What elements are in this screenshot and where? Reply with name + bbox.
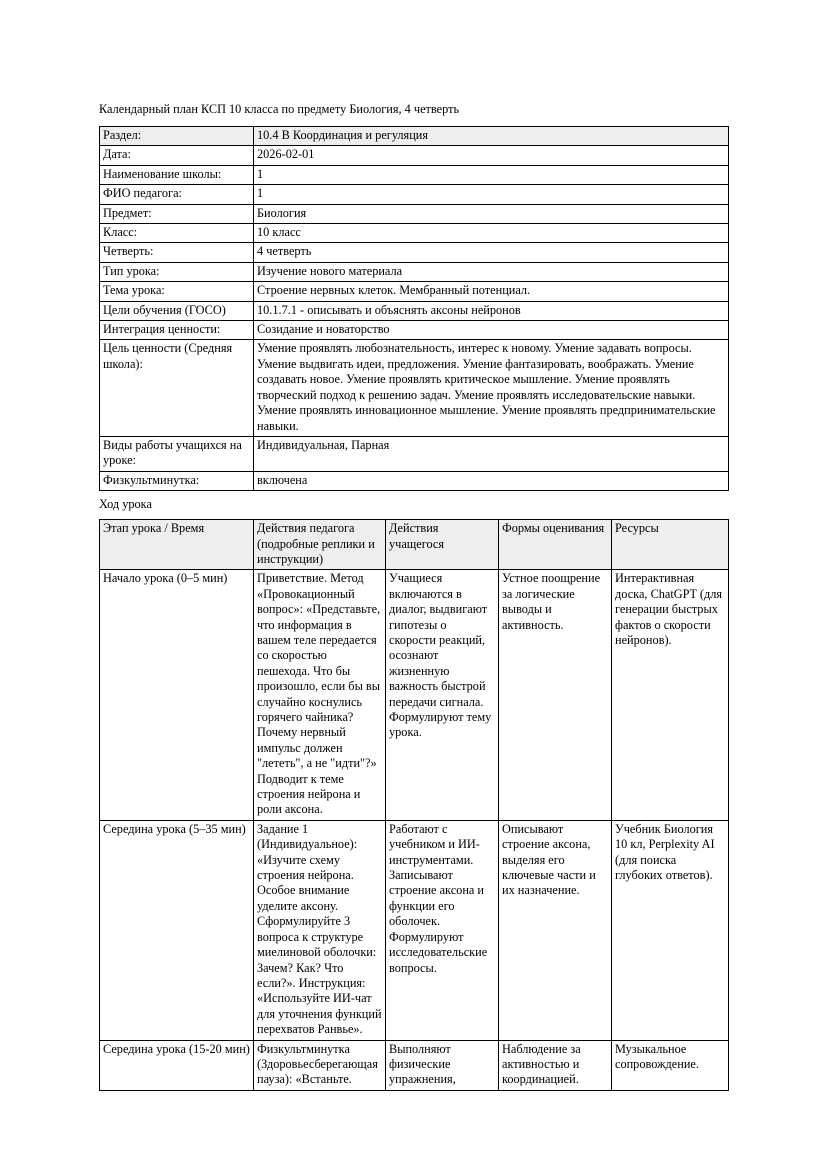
table-row (100, 146, 729, 165)
info-value: 1 (254, 165, 729, 184)
cell-student-actions: Учащиеся включаются в диалог, выдвигают гипотезы о скорости реакций, осознают жизненную важность быстрой передачи сигнала. Формулируют тему урока. (386, 570, 499, 821)
lesson-flow-table-head (100, 520, 729, 570)
column-header-teacher-actions: Действия педагога (подробные реплики и инструкции) (254, 520, 386, 570)
info-value: Строение нервных клеток. Мембранный потенциал. (254, 282, 729, 301)
table-row (100, 471, 729, 490)
table-row (100, 570, 729, 821)
info-label: Тип урока: (100, 262, 254, 281)
lesson-flow-table-body (100, 570, 729, 1090)
column-header-stage: Этап урока / Время (100, 520, 254, 570)
table-row (100, 224, 729, 243)
info-value: 10.4 В Координация и регуляция (254, 127, 729, 146)
table-row (100, 820, 729, 1040)
cell-assessment: Устное поощрение за логические выводы и активность. (499, 570, 612, 821)
info-value: 1 (254, 185, 729, 204)
cell-student-actions: Работают с учебником и ИИ-инструментами. Записывают строение аксона и функции его оболочек. Формулируют исследовательские вопросы. (386, 820, 499, 1040)
info-value: 10 класс (254, 224, 729, 243)
info-label: Интеграция ценности: (100, 321, 254, 340)
column-header-resources: Ресурсы (612, 520, 729, 570)
document-content (99, 101, 728, 1091)
cell-teacher-actions: Задание 1 (Индивидуальное): «Изучите схему строения нейрона. Особое внимание уделите аксону. Сформулируйте 3 вопроса к структуре миелиновой оболочки: Зачем? Как? Что если?». Инструкция: «Используйте ИИ-чат для уточнения функций перехватов Ранвье». (254, 820, 386, 1040)
table-row (100, 321, 729, 340)
lesson-info-table-body (100, 127, 729, 491)
table-row (100, 262, 729, 281)
cell-teacher-actions: Физкультминутка (Здоровьесберегающая пауза): «Встаньте. (254, 1040, 386, 1090)
info-label: Класс: (100, 224, 254, 243)
column-header-assessment: Формы оценивания (499, 520, 612, 570)
info-label: Предмет: (100, 204, 254, 223)
info-label: Виды работы учащихся на уроке: (100, 436, 254, 471)
cell-resources: Музыкальное сопровождение. (612, 1040, 729, 1090)
info-value: 10.1.7.1 - описывать и объяснять аксоны нейронов (254, 301, 729, 320)
page-title: Календарный план КСП 10 класса по предмету Биология, 4 четверть (99, 102, 460, 116)
info-label: Тема урока: (100, 282, 254, 301)
info-label: Четверть: (100, 243, 254, 262)
info-label: Раздел: (100, 127, 254, 146)
info-value: Биология (254, 204, 729, 223)
table-row (100, 185, 729, 204)
table-row (100, 127, 729, 146)
table-row (100, 282, 729, 301)
info-value: включена (254, 471, 729, 490)
cell-student-actions: Выполняют физические упражнения, (386, 1040, 499, 1090)
table-row (100, 1040, 729, 1090)
table-row (100, 301, 729, 320)
cell-resources: Учебник Биология 10 кл, Perplexity AI (для поиска глубоких ответов). (612, 820, 729, 1040)
table-row (100, 204, 729, 223)
info-value: 4 четверть (254, 243, 729, 262)
table-row (100, 243, 729, 262)
info-value: Изучение нового материала (254, 262, 729, 281)
table-row (100, 436, 729, 471)
info-value: 2026-02-01 (254, 146, 729, 165)
table-row (100, 340, 729, 436)
lesson-info-table (99, 126, 729, 491)
info-label: Физкультминутка: (100, 471, 254, 490)
info-label: Наименование школы: (100, 165, 254, 184)
info-value: Индивидуальная, Парная (254, 436, 729, 471)
cell-assessment: Наблюдение за активностью и координацией. (499, 1040, 612, 1090)
info-label: Цель ценности (Средняя школа): (100, 340, 254, 436)
info-value: Умение проявлять любознательность, интерес к новому. Умение задавать вопросы. Умение выдвигать идеи, предложения. Умение фантазировать, воображать. Умение создавать новое. Умение проявлять критическое мышление. Умение проявлять творческий подход к решению задач. Умение проявлять исследовательские навыки. Умение проявлять инновационное мышление. Умение проявлять предпринимательские навыки. (254, 340, 729, 436)
cell-assessment: Описывают строение аксона, выделяя его ключевые части и их назначение. (499, 820, 612, 1040)
cell-resources: Интерактивная доска, ChatGPT (для генерации быстрых фактов о скорости нейронов). (612, 570, 729, 821)
info-label: Цели обучения (ГОСО) (100, 301, 254, 320)
lesson-flow-heading: Ход урока (99, 497, 152, 512)
cell-stage: Начало урока (0–5 мин) (100, 570, 254, 821)
table-row (100, 165, 729, 184)
info-label: ФИО педагога: (100, 185, 254, 204)
table-header-row (100, 520, 729, 570)
cell-teacher-actions: Приветствие. Метод «Провокационный вопрос»: «Представьте, что информация в вашем теле передается со скоростью пешехода. Что бы произошло, если бы вы случайно коснулись горячего чайника? Почему нервный импульс должен "лететь", а не "идти"?» Подводит к теме строения нейрона и роли аксона. (254, 570, 386, 821)
cell-stage: Середина урока (5–35 мин) (100, 820, 254, 1040)
info-value: Созидание и новаторство (254, 321, 729, 340)
lesson-flow-table (99, 519, 729, 1091)
cell-stage: Середина урока (15-20 мин) (100, 1040, 254, 1090)
column-header-student-actions: Действия учащегося (386, 520, 499, 570)
info-label: Дата: (100, 146, 254, 165)
